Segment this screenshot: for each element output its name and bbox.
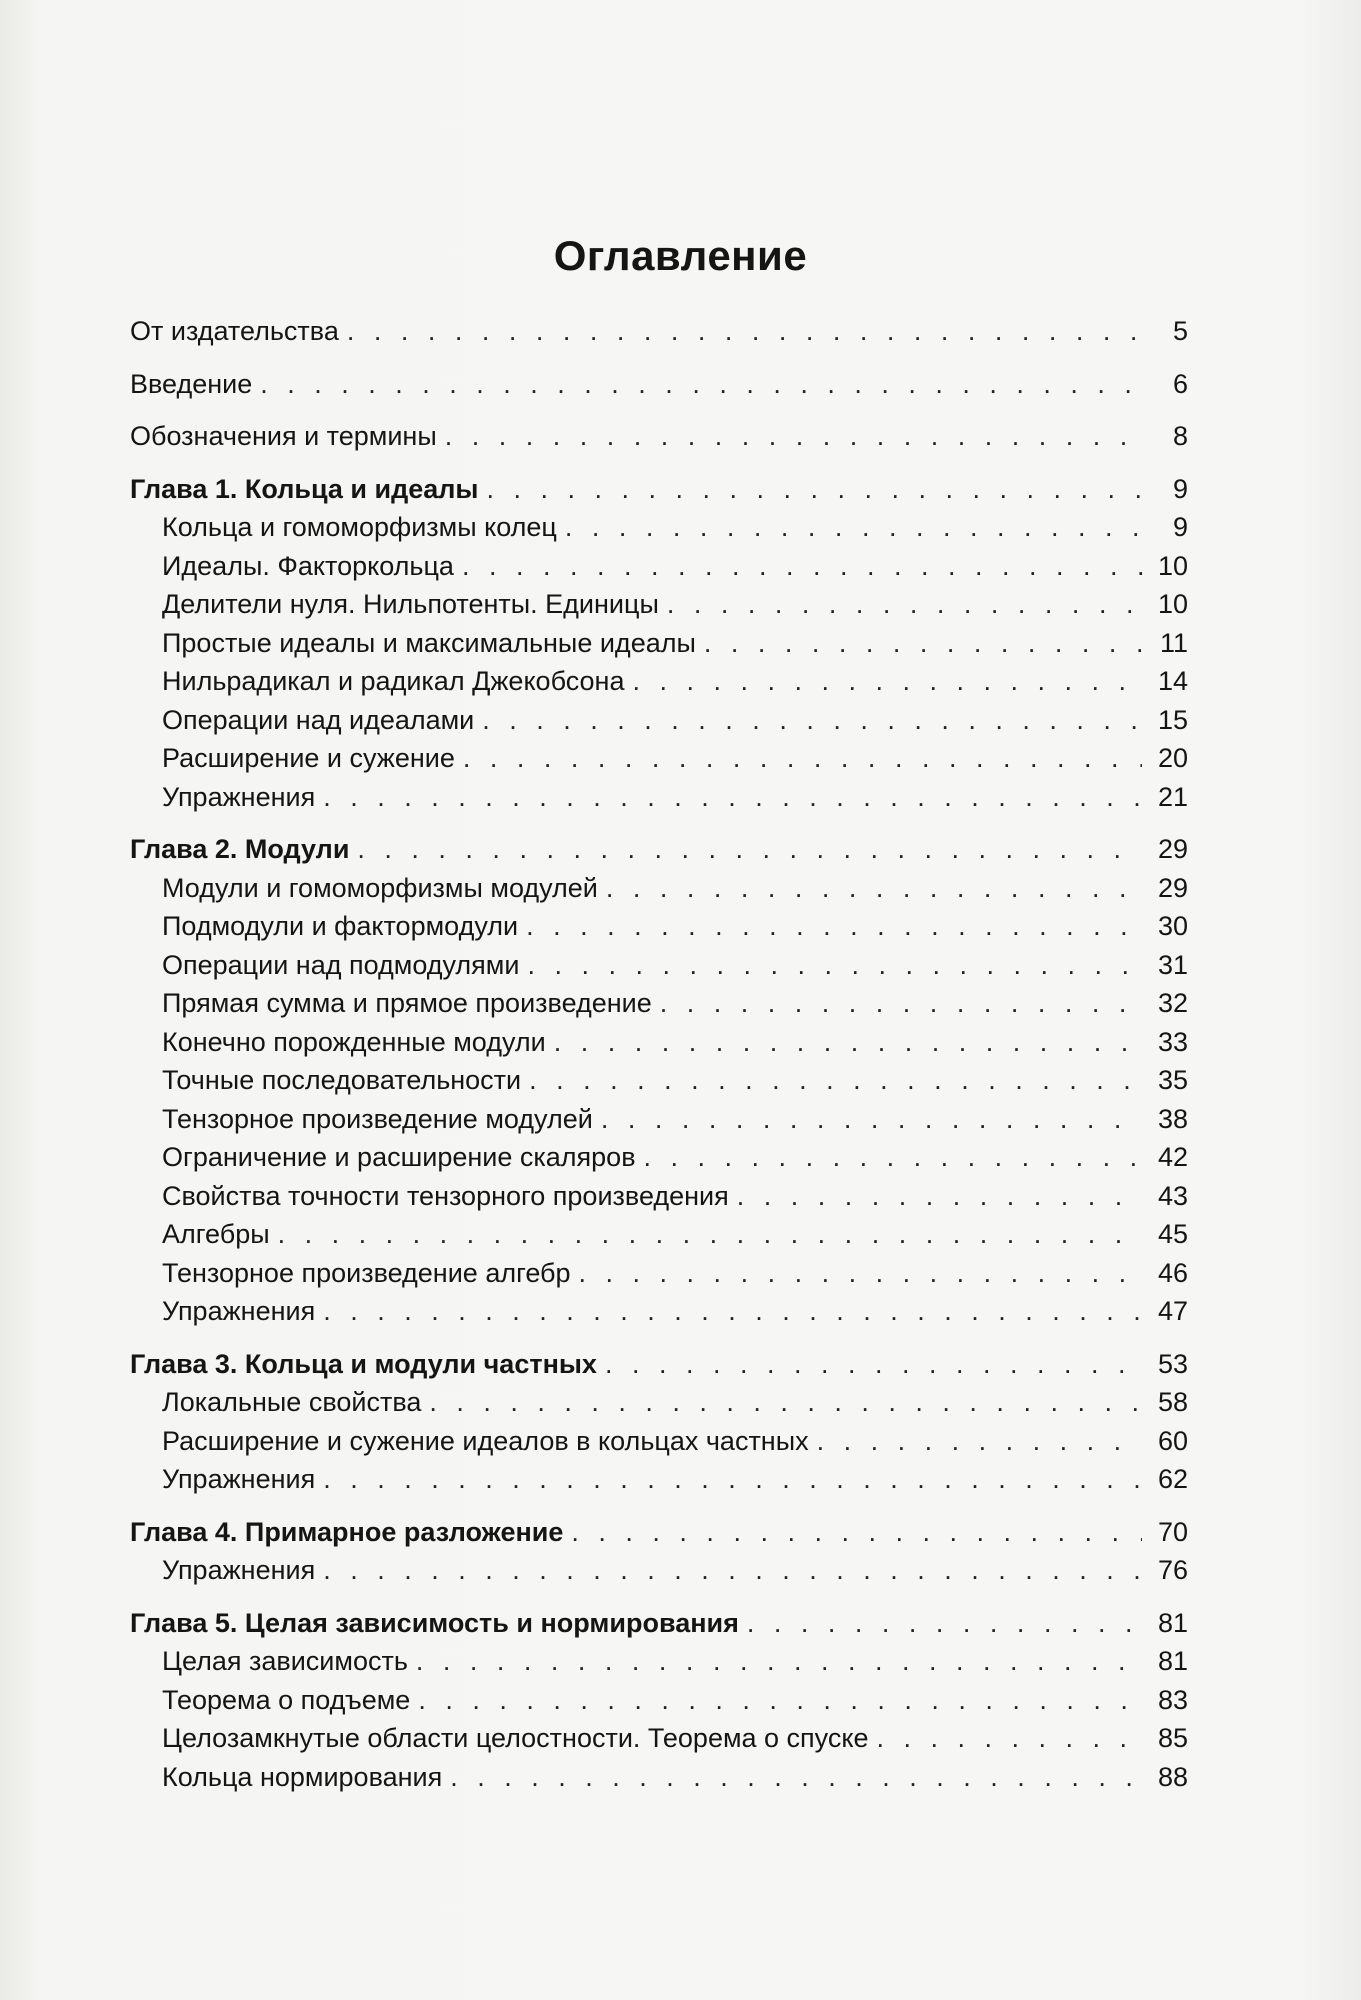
dot-leader [660, 988, 1142, 1019]
toc-entry-label: Глава 5. Целая зависимость и нормирования [130, 1607, 739, 1638]
toc-page-number: 10 [1157, 589, 1188, 619]
toc-entry-label: Кольца нормирования [162, 1761, 443, 1792]
dot-leader [482, 705, 1142, 736]
dot-leader [579, 1258, 1142, 1289]
toc-entry-label: Глава 3. Кольца и модули частных [130, 1348, 597, 1379]
toc-entry-label: Модули и гомоморфизмы модулей [162, 872, 598, 903]
toc-entry-row[interactable] [130, 1464, 1188, 1503]
toc-entry-label: Простые идеалы и максимальные идеалы [162, 627, 696, 658]
toc-page-number: 6 [1172, 368, 1188, 399]
dot-leader [278, 1219, 1142, 1250]
toc-entry-row[interactable] [130, 1065, 1188, 1104]
toc-entry-row[interactable] [130, 705, 1188, 744]
toc-entry-row[interactable] [130, 628, 1188, 667]
dot-leader [554, 1027, 1142, 1058]
dot-leader [817, 1426, 1142, 1457]
toc-page-number: 14 [1157, 666, 1188, 696]
toc-entry-label: Упражнения [162, 781, 316, 812]
toc-entry-row[interactable] [130, 551, 1188, 590]
toc-entry-row[interactable] [130, 1723, 1188, 1762]
dot-leader [323, 1296, 1142, 1327]
toc-page-number: 11 [1159, 627, 1188, 658]
toc-entry-label: Подмодули и фактормодули [162, 911, 519, 941]
toc-entry-row[interactable] [130, 1181, 1188, 1220]
toc-entry-row[interactable] [130, 1258, 1188, 1297]
toc-page-number: 8 [1172, 421, 1188, 451]
dot-leader [877, 1723, 1142, 1754]
table-of-contents [130, 316, 1188, 1800]
toc-entry-row[interactable] [130, 1104, 1188, 1143]
toc-entry-label: Упражнения [162, 1296, 316, 1326]
dot-leader [463, 743, 1142, 774]
toc-entry-row[interactable] [130, 1219, 1188, 1258]
toc-page-number: 35 [1157, 1065, 1188, 1095]
toc-entry-row[interactable] [130, 1426, 1188, 1465]
toc-entry-row[interactable] [130, 782, 1188, 821]
toc-page-number: 30 [1157, 911, 1188, 941]
toc-entry-row[interactable] [130, 1142, 1188, 1181]
dot-leader [323, 1555, 1142, 1586]
toc-entry-row[interactable] [130, 988, 1188, 1027]
toc-entry-row[interactable] [130, 369, 1188, 408]
toc-page-number: 31 [1157, 949, 1188, 980]
toc-page-number: 43 [1157, 1180, 1188, 1211]
toc-entry-row[interactable] [130, 873, 1188, 912]
toc-entry-label: Обозначения и термины [130, 421, 437, 451]
toc-page-number: 9 [1172, 473, 1188, 504]
toc-chapter-row[interactable] [130, 834, 1188, 873]
toc-chapter-row[interactable] [130, 1349, 1188, 1388]
toc-entry-row[interactable] [130, 1296, 1188, 1335]
toc-entry-row[interactable] [130, 1555, 1188, 1594]
toc-entry-label: Прямая сумма и прямое произведение [162, 988, 652, 1018]
toc-entry-label: Идеалы. Факторкольца [162, 550, 454, 581]
toc-page-number: 42 [1157, 1142, 1188, 1172]
toc-entry-label: Операции над идеалами [162, 704, 475, 735]
toc-entry-row[interactable] [130, 1646, 1188, 1685]
toc-entry-label: Свойства точности тензорного произведения [162, 1180, 729, 1211]
toc-entry-label: Введение [130, 368, 253, 399]
toc-page-number: 81 [1157, 1646, 1188, 1676]
dot-leader [429, 1387, 1142, 1418]
dot-leader [644, 1142, 1142, 1173]
page-title: Оглавление [553, 232, 808, 279]
dot-leader [606, 873, 1142, 904]
toc-page-number: 83 [1157, 1684, 1188, 1715]
toc-entry-row[interactable] [130, 512, 1188, 551]
toc-page-number: 45 [1157, 1219, 1188, 1249]
dot-leader [450, 1762, 1142, 1793]
toc-page-number: 85 [1157, 1723, 1188, 1753]
toc-page-number: 62 [1157, 1464, 1188, 1494]
dot-leader [323, 1464, 1142, 1495]
toc-entry-row[interactable] [130, 1387, 1188, 1426]
toc-entry-row[interactable] [130, 1762, 1188, 1801]
toc-page-number: 10 [1157, 550, 1188, 581]
toc-entry-label: Тензорное произведение алгебр [162, 1257, 571, 1288]
toc-entry-row[interactable] [130, 421, 1188, 460]
toc-entry-label: От издательства [130, 316, 339, 346]
dot-leader [526, 911, 1142, 942]
dot-leader [357, 834, 1142, 865]
toc-entry-row[interactable] [130, 911, 1188, 950]
toc-page-number: 5 [1172, 316, 1188, 346]
toc-entry-label: Упражнения [162, 1464, 316, 1494]
dot-leader [462, 551, 1142, 582]
toc-chapter-row[interactable] [130, 1517, 1188, 1556]
dot-leader [445, 421, 1142, 452]
toc-page-number: 20 [1157, 743, 1188, 773]
dot-leader [416, 1646, 1142, 1677]
dot-leader [704, 628, 1142, 659]
dot-leader [529, 1065, 1142, 1096]
toc-page-number: 15 [1157, 704, 1188, 735]
toc-page-number: 60 [1157, 1425, 1188, 1456]
toc-entry-label: Глава 4. Примарное разложение [130, 1516, 564, 1547]
toc-entry-label: Расширение и сужение [162, 743, 455, 773]
toc-entry-row[interactable] [130, 666, 1188, 705]
toc-entry-label: Упражнения [162, 1555, 316, 1585]
toc-page-number: 53 [1157, 1348, 1188, 1379]
toc-entry-label: Глава 2. Модули [130, 834, 350, 864]
toc-entry-row[interactable] [130, 589, 1188, 628]
toc-page-number: 29 [1157, 834, 1188, 864]
toc-page-number: 46 [1157, 1257, 1188, 1288]
toc-entry-label: Глава 1. Кольца и идеалы [130, 473, 479, 504]
dot-leader [527, 950, 1142, 981]
toc-entry-label: Локальные свойства [162, 1387, 422, 1417]
toc-page-number: 29 [1157, 872, 1188, 903]
dot-leader [565, 512, 1142, 543]
dot-leader [323, 782, 1142, 813]
toc-entry-label: Нильрадикал и радикал Джекобсона [162, 666, 625, 696]
dot-leader [418, 1685, 1142, 1716]
toc-entry-label: Кольца и гомоморфизмы колец [162, 512, 557, 542]
toc-entry-label: Делители нуля. Нильпотенты. Единицы [162, 589, 659, 619]
toc-page-number: 33 [1157, 1026, 1188, 1057]
toc-page-number: 70 [1157, 1516, 1188, 1547]
toc-page-number: 9 [1172, 512, 1188, 542]
toc-entry-label: Алгебры [162, 1219, 270, 1249]
toc-entry-label: Целозамкнутые области целостности. Теорема о спуске [162, 1723, 869, 1753]
toc-page-number: 81 [1157, 1607, 1188, 1638]
toc-entry-row[interactable] [130, 316, 1188, 355]
toc-entry-label: Точные последовательности [162, 1065, 522, 1095]
toc-entry-label: Конечно порожденные модули [162, 1026, 546, 1057]
dot-leader [667, 589, 1142, 620]
dot-leader [601, 1104, 1142, 1135]
toc-page-number: 32 [1157, 988, 1188, 1018]
toc-entry-label: Тензорное произведение модулей [162, 1103, 593, 1134]
toc-entry-row[interactable] [130, 950, 1188, 989]
dot-leader [571, 1517, 1142, 1548]
toc-entry-label: Расширение и сужение идеалов в кольцах частных [162, 1425, 809, 1456]
toc-chapter-row[interactable] [130, 1608, 1188, 1647]
dot-leader [486, 474, 1142, 505]
dot-leader [605, 1349, 1142, 1380]
toc-entry-row[interactable] [130, 1027, 1188, 1066]
dot-leader [737, 1181, 1142, 1212]
toc-page-number: 88 [1157, 1761, 1188, 1792]
toc-page-number: 76 [1157, 1555, 1188, 1585]
dot-leader [747, 1608, 1142, 1639]
dot-leader [260, 369, 1142, 400]
toc-entry-row[interactable] [130, 1685, 1188, 1724]
toc-entry-label: Операции над подмодулями [162, 949, 520, 980]
toc-page-number: 58 [1157, 1387, 1188, 1417]
toc-entry-label: Теорема о подъеме [162, 1684, 411, 1715]
dot-leader [347, 316, 1142, 347]
dot-leader [632, 666, 1142, 697]
toc-page-number: 38 [1157, 1103, 1188, 1134]
toc-page-number: 47 [1157, 1296, 1188, 1326]
toc-chapter-row[interactable] [130, 474, 1188, 513]
toc-page-number: 21 [1157, 781, 1188, 812]
toc-entry-row[interactable] [130, 743, 1188, 782]
toc-entry-label: Ограничение и расширение скаляров [162, 1142, 636, 1172]
toc-entry-label: Целая зависимость [162, 1646, 408, 1676]
